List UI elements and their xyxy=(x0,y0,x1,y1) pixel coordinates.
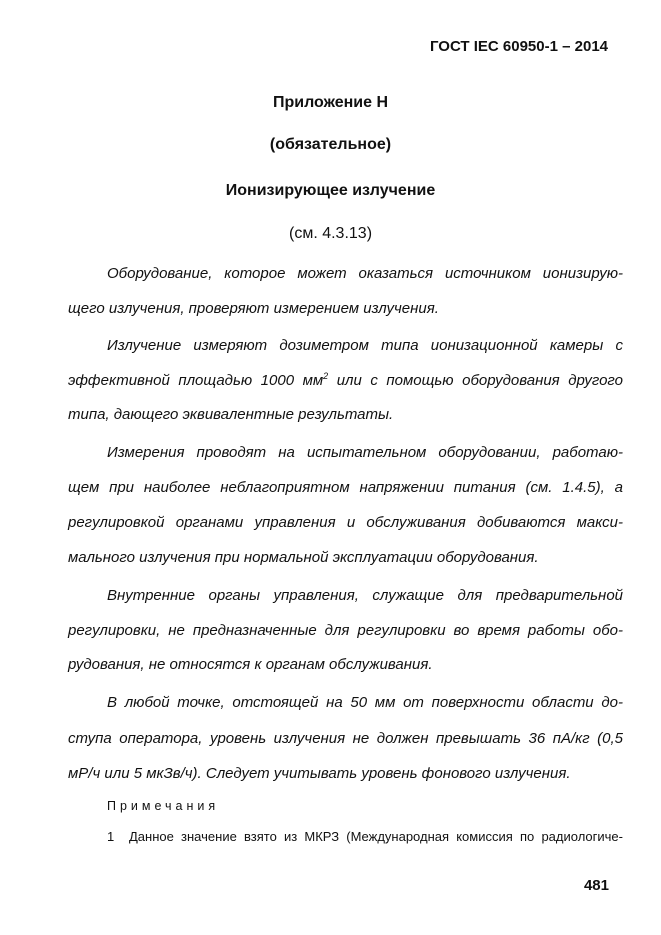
appendix-name: Ионизирующее излучение xyxy=(225,182,436,199)
paragraph-line: Измерения проводят на испытательном оборудовании, работаю- xyxy=(107,444,623,461)
paragraph-line: Излучение измеряют дозиметром типа ионизационной камеры с xyxy=(107,337,623,354)
appendix-title: Приложение Н xyxy=(272,94,389,111)
superscript: 2 xyxy=(323,371,329,381)
text-span: или с помощью оборудования другого xyxy=(328,372,623,389)
document-header: ГОСТ IEC 60950-1 – 2014 xyxy=(429,38,608,55)
paragraph-line: щего излучения, проверяют измерением излучения. xyxy=(68,300,439,317)
paragraph-line: мР/ч или 5 мкЗв/ч). Следует учитывать уровень фонового излучения. xyxy=(68,765,571,782)
paragraph-line: мального излучения при нормальной эксплуатации оборудования. xyxy=(68,549,539,566)
note-text: Данное значение взято из МКРЗ (Международная комиссия по радиологиче- xyxy=(129,829,623,844)
appendix-status: (обязательное) xyxy=(269,136,392,153)
paragraph-line: щем при наиболее неблагоприятном напряжении питания (см. 1.4.5), а xyxy=(68,479,623,496)
paragraph-line xyxy=(68,372,623,389)
page-number: 481 xyxy=(583,877,609,894)
paragraph-line: регулировки, не предназначенные для регулировки во время работы обо- xyxy=(68,622,623,639)
paragraph-line: В любой точке, отстоящей на 50 мм от поверхности области до- xyxy=(107,694,623,711)
appendix-reference: (см. 4.3.13) xyxy=(288,225,373,242)
paragraph-line: Внутренние органы управления, служащие для предварительной xyxy=(107,587,623,604)
text-span: эффективной площадью 1000 мм xyxy=(68,372,324,389)
notes-heading: Примечания xyxy=(107,799,220,813)
paragraph-line: Оборудование, которое может оказаться источником ионизирую- xyxy=(107,265,623,282)
note-item xyxy=(107,829,623,844)
paragraph-line: регулировкой органами управления и обслуживания добиваются макси- xyxy=(68,514,623,531)
note-number: 1 xyxy=(107,829,115,844)
paragraph-line: типа, дающего эквивалентные результаты. xyxy=(68,406,394,423)
paragraph-line: рудования, не относятся к органам обслуживания. xyxy=(68,656,433,673)
paragraph-line: ступа оператора, уровень излучения не должен превышать 36 пА/кг (0,5 xyxy=(68,730,623,747)
